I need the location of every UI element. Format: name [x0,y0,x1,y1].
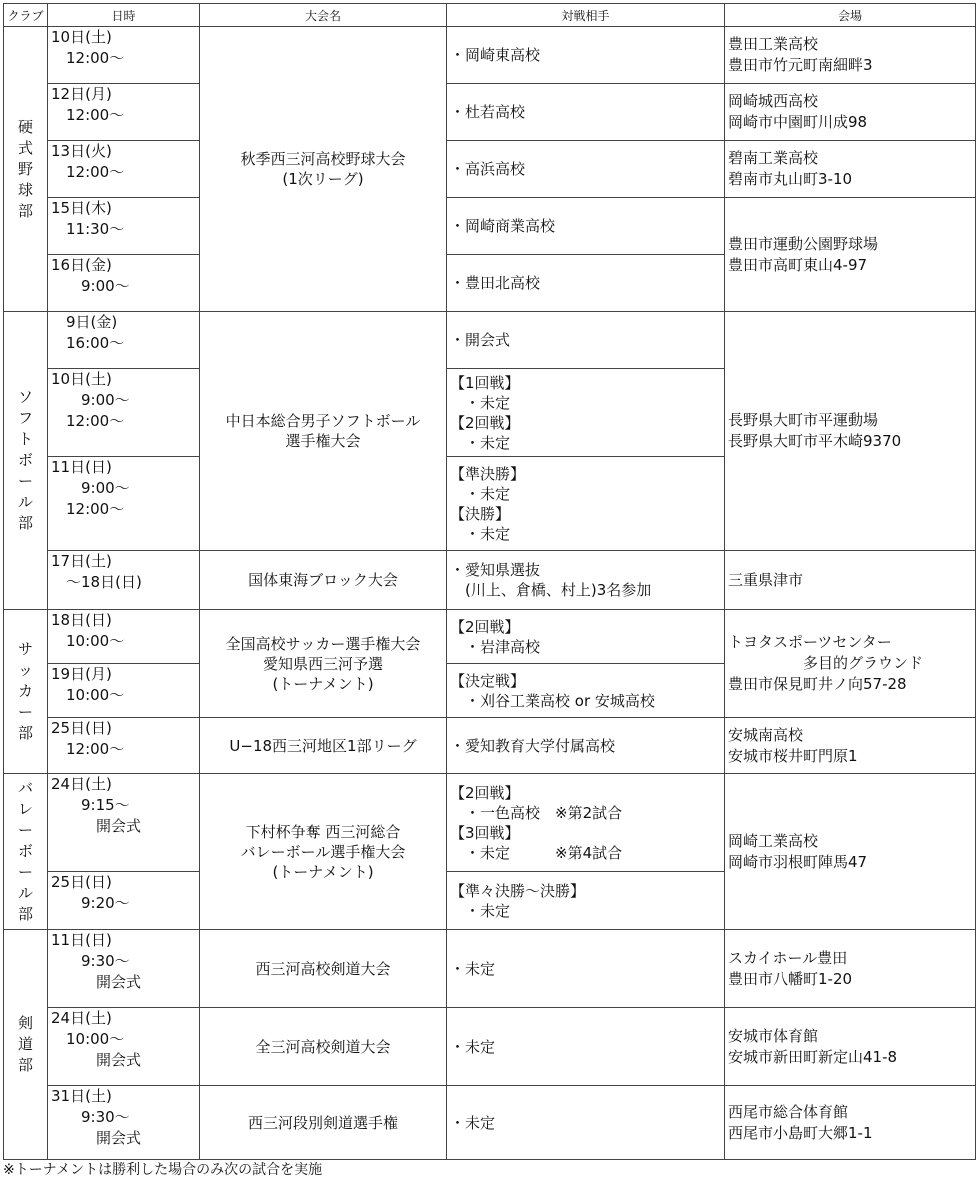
opponent-cell: ・岡崎商業高校 [447,198,725,255]
venue-cell: 岡崎工業高校 岡崎市羽根町陣馬47 [725,774,976,930]
table-row [4,1008,976,1086]
opponent-cell: ・愛知教育大学付属高校 [447,718,725,774]
footnote: ※トーナメントは勝利した場合のみ次の試合を実施 [3,1162,323,1178]
datetime-cell: 16日(金) 9:00〜 [48,255,200,312]
opponent-cell: ・未定 [447,930,725,1008]
table-row [4,27,976,84]
opponent-cell: ・開会式 [447,312,725,369]
tournament-cell: 全国高校サッカー選手権大会 愛知県西三河予選 (トーナメント) [200,610,447,718]
club-cell: ソフトボール部 [4,312,48,610]
table-row [4,1086,976,1160]
datetime-cell: 25日(日) 9:20〜 [48,872,200,930]
tournament-cell: 西三河高校剣道大会 [200,930,447,1008]
opponent-cell: 【1回戦】 ・未定 【2回戦】 ・未定 [447,369,725,457]
venue-cell: 碧南工業高校 碧南市丸山町3-10 [725,141,976,198]
table-row [4,930,976,1008]
header-opponent: 対戦相手 [447,4,725,27]
datetime-cell: 18日(日) 10:00〜 [48,610,200,664]
opponent-cell: 【2回戦】 ・一色高校 ※第2試合 【3回戦】 ・未定 ※第4試合 [447,774,725,872]
tournament-cell: 全三河高校剣道大会 [200,1008,447,1086]
opponent-cell: 【決定戦】 ・刈谷工業高校 or 安城高校 [447,664,725,718]
datetime-cell: 11日(日) 9:30〜 開会式 [48,930,200,1008]
venue-cell: 西尾市総合体育館 西尾市小島町大郷1-1 [725,1086,976,1160]
table-row [4,198,976,255]
header-club: クラブ [4,4,48,27]
opponent-cell: 【2回戦】 ・岩津高校 [447,610,725,664]
venue-cell: 三重県津市 [725,551,976,610]
header-tournament: 大会名 [200,4,447,27]
datetime-cell: 12日(月) 12:00〜 [48,84,200,141]
venue-cell: スカイホール豊田 豊田市八幡町1-20 [725,930,976,1008]
table-row [4,718,976,774]
tournament-cell: 西三河段別剣道選手権 [200,1086,447,1160]
datetime-cell: 11日(日) 9:00〜 12:00〜 [48,457,200,551]
opponent-cell: ・未定 [447,1086,725,1160]
tournament-cell: 秋季西三河高校野球大会 (1次リーグ) [200,27,447,312]
club-cell: サッカー部 [4,610,48,774]
venue-cell: 安城市体育館 安城市新田町新定山41-8 [725,1008,976,1086]
datetime-cell: 9日(金) 16:00〜 [48,312,200,369]
header-venue: 会場 [725,4,976,27]
opponent-cell: ・豊田北高校 [447,255,725,312]
opponent-cell: ・杜若高校 [447,84,725,141]
datetime-cell: 31日(土) 9:30〜 開会式 [48,1086,200,1160]
table-row [4,551,976,610]
datetime-cell: 10日(土) 9:00〜 12:00〜 [48,369,200,457]
schedule-table [3,3,976,1160]
club-cell: バレーボール部 [4,774,48,930]
table-row [4,84,976,141]
opponent-cell: 【準々決勝〜決勝】 ・未定 [447,872,725,930]
club-cell: 硬式野球部 [4,27,48,312]
datetime-cell: 24日(土) 9:15〜 開会式 [48,774,200,872]
opponent-cell: 【準決勝】 ・未定 【決勝】 ・未定 [447,457,725,551]
datetime-cell: 17日(土) 〜18日(日) [48,551,200,610]
tournament-cell: 下村杯争奪 西三河総合 バレーボール選手権大会 (トーナメント) [200,774,447,930]
tournament-cell: 国体東海ブロック大会 [200,551,447,610]
opponent-cell: ・高浜高校 [447,141,725,198]
datetime-cell: 25日(日) 12:00〜 [48,718,200,774]
tournament-cell: 中日本総合男子ソフトボール 選手権大会 [200,312,447,551]
venue-cell: 豊田市運動公園野球場 豊田市高町東山4-97 [725,198,976,312]
table-row [4,312,976,369]
datetime-cell: 15日(木) 11:30〜 [48,198,200,255]
tournament-cell: U−18西三河地区1部リーグ [200,718,447,774]
header-row [4,4,976,27]
venue-cell: 豊田工業高校 豊田市竹元町南細畔3 [725,27,976,84]
opponent-cell: ・愛知県選抜 (川上、倉橋、村上)3名参加 [447,551,725,610]
datetime-cell: 24日(土) 10:00〜 開会式 [48,1008,200,1086]
datetime-cell: 19日(月) 10:00〜 [48,664,200,718]
venue-cell: トヨタスポーツセンター 多目的グラウンド 豊田市保見町井ノ向57-28 [725,610,976,718]
table-row [4,774,976,872]
datetime-cell: 13日(火) 12:00〜 [48,141,200,198]
venue-cell: 安城南高校 安城市桜井町門原1 [725,718,976,774]
club-cell: 剣道部 [4,930,48,1160]
opponent-cell: ・未定 [447,1008,725,1086]
table-row [4,141,976,198]
header-datetime: 日時 [48,4,200,27]
opponent-cell: ・岡崎東高校 [447,27,725,84]
datetime-cell: 10日(土) 12:00〜 [48,27,200,84]
venue-cell: 岡崎城西高校 岡崎市中園町川成98 [725,84,976,141]
table-row [4,610,976,664]
venue-cell: 長野県大町市平運動場 長野県大町市平木崎9370 [725,312,976,551]
